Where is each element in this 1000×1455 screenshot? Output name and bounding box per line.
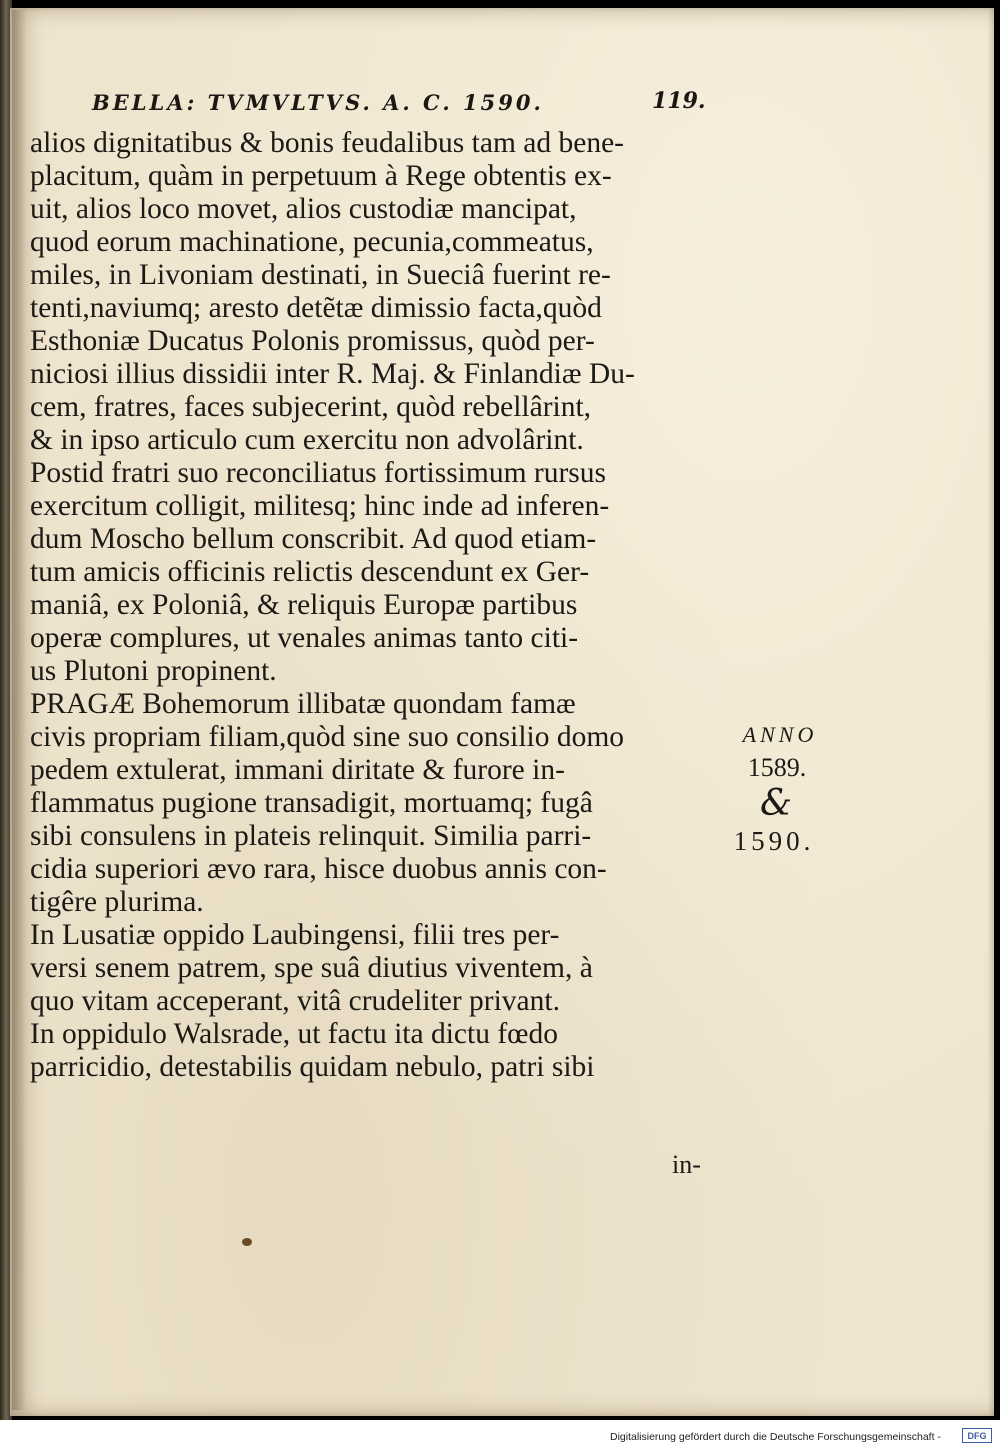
text-line: exercitum colligit, militesq; hinc inde ad inferen-: [30, 490, 610, 522]
text-line: pedem extulerat, immani diritate & furore in-: [30, 754, 565, 786]
text-line: placitum, quàm in perpetuum à Rege obtentis ex-: [30, 160, 612, 192]
text-line: operæ complures, ut venales animas tanto citi-: [30, 622, 579, 654]
text-line: PRAGÆ Bohemorum illibatæ quondam famæ: [30, 688, 576, 720]
text-line: In Lusatiæ oppido Laubingensi, filii tres per-: [30, 919, 560, 951]
text-line: versi senem patrem, spe suâ diutius viventem, à: [30, 952, 593, 984]
gutter-shadow: [12, 10, 26, 1410]
text-line: tigêre plurima.: [30, 886, 204, 918]
margin-note-line: 1589.: [747, 753, 807, 782]
page-number: 119.: [652, 88, 706, 114]
text-line: Postid fratri suo reconciliatus fortissimum rursus: [30, 457, 606, 489]
catchword: in-: [672, 1150, 701, 1179]
dfg-logo: DFG: [962, 1428, 992, 1443]
margin-note-year: [730, 718, 830, 858]
text-line: cidia superiori ævo rara, hisce duobus annis con-: [30, 853, 607, 885]
body-text: [30, 127, 730, 1084]
text-line: quo vitam acceperant, vitâ crudeliter privant.: [30, 985, 560, 1017]
text-line: maniâ, ex Poloniâ, & reliquis Europæ partibus: [30, 589, 578, 621]
running-head: BELLA: TVMVLTVS. A. C. 1590.: [92, 90, 544, 115]
text-line: & in ipso articulo cum exercitu non advolârint.: [30, 424, 584, 456]
text-line: uit, alios loco movet, alios custodiæ mancipat,: [30, 193, 577, 225]
ink-blot: [242, 1238, 252, 1246]
text-line: dum Moscho bellum conscribit. Ad quod etiam-: [30, 523, 597, 555]
margin-note-line: ANNO: [742, 722, 818, 747]
text-line: flammatus pugione transadigit, mortuamq; fugâ: [30, 787, 593, 819]
text-line: tum amicis officinis relictis descendunt ex Ger-: [30, 556, 590, 588]
text-line: Esthoniæ Ducatus Polonis promissus, quòd per-: [30, 325, 595, 357]
text-line: parricidio, detestabilis quidam nebulo, patri sibi: [30, 1051, 595, 1083]
text-line: In oppidulo Walsrade, ut factu ita dictu fœdo: [30, 1018, 558, 1050]
text-line: miles, in Livoniam destinati, in Sueciâ fuerint re-: [30, 259, 611, 291]
funding-credit: Digitalisierung gefördert durch die Deutsche Forschungsgemeinschaft -: [610, 1431, 941, 1443]
text-line: tenti,naviumq; aresto detẽtæ dimissio facta,quòd: [30, 292, 602, 324]
text-line: sibi consulens in plateis relinquit. Similia parri-: [30, 820, 592, 852]
text-line: cem, fratres, faces subjecerint, quòd rebellârint,: [30, 391, 592, 423]
margin-note-line: &: [759, 783, 793, 824]
text-line: quod eorum machinatione, pecunia,commeatus,: [30, 226, 594, 258]
text-line: alios dignitatibus & bonis feudalibus tam ad bene-: [30, 127, 624, 159]
margin-note-line: 1590.: [733, 826, 815, 856]
text-line: civis propriam filiam,quòd sine suo consilio domo: [30, 721, 625, 753]
text-line: niciosi illius dissidii inter R. Maj. & Finlandiæ Du-: [30, 358, 635, 390]
text-line: us Plutoni propinent.: [30, 655, 277, 687]
